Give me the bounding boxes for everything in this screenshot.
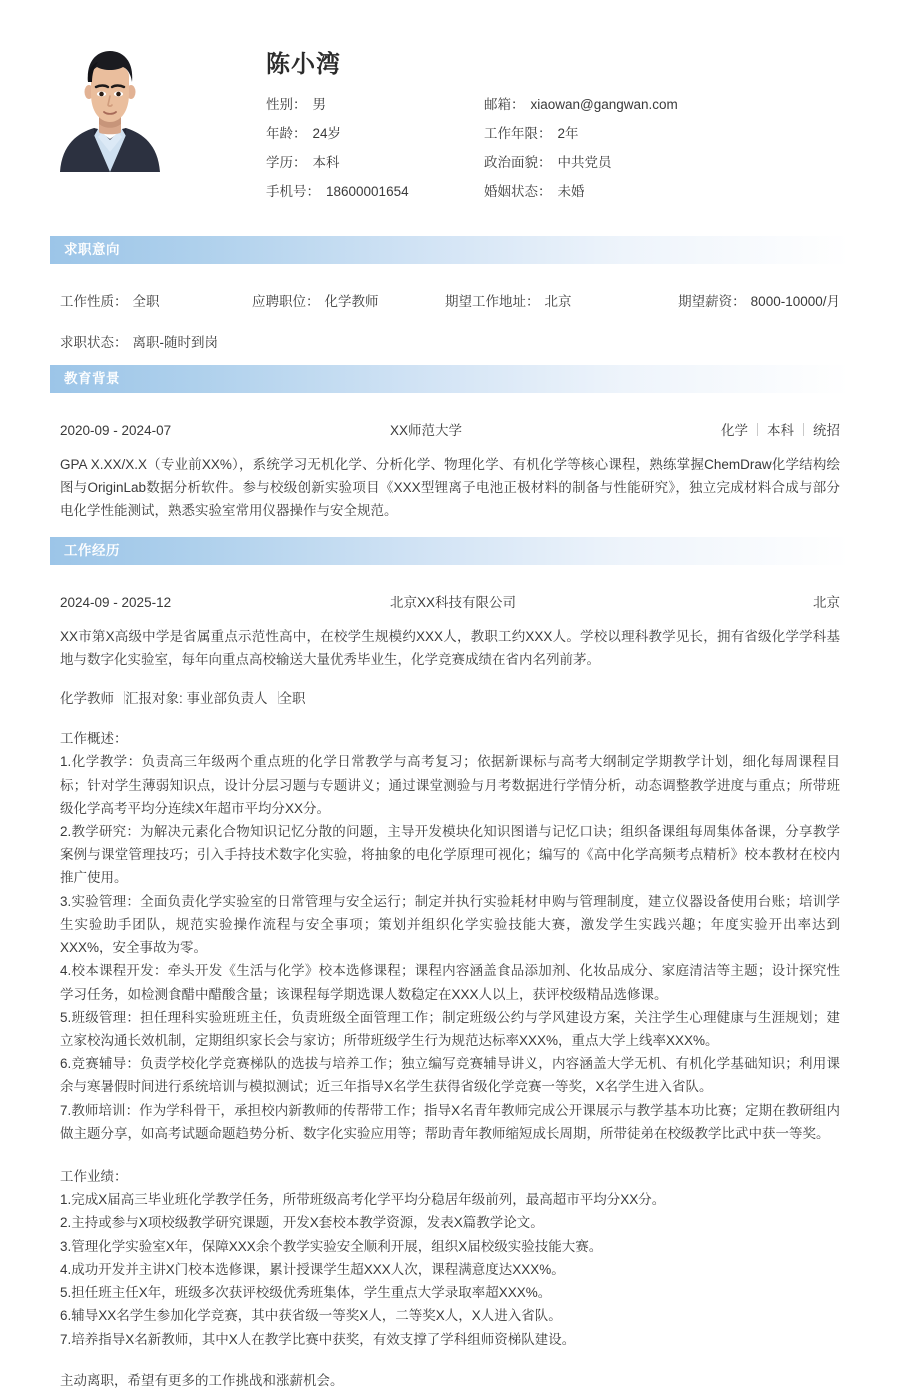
work-closing-note: 主动离职，希望有更多的工作挑战和涨薪机会。: [60, 1372, 344, 1388]
info-degree: [266, 151, 484, 171]
section-header-job-intention: 求职意向: [50, 236, 850, 264]
work-meta: [804, 591, 840, 611]
personal-info-grid: [198, 93, 850, 200]
education-entry-head: [60, 419, 840, 439]
list-item: 2.教学研究：为解决元素化合物知识记忆分散的问题，主导开发模块化知识图谱与记忆口诀；组织备课组每周集体备课，分享教学案例与课堂管理技巧；引入手持技术数字化实验，将抽象的电化学原理可视化；编写的《高中化学高频考点精析》校本教材在校内推广使用。: [60, 823, 840, 886]
work-location: 北京: [813, 594, 840, 610]
work-date: 2024-09 - 2025-12: [60, 594, 172, 610]
info-age-label: 年龄：: [266, 126, 307, 141]
list-item: 2.主持或参与X项校级教学研究课题，开发X套校本教学资源，发表X篇教学论文。: [60, 1215, 544, 1231]
list-item: 7.培养指导X名新教师，其中X人在教学比赛中获奖，有效支撑了学科组师资梯队建设。: [60, 1331, 576, 1347]
avatar: [50, 40, 170, 172]
info-political-value: 中共党员: [557, 155, 612, 170]
intent-salary-label: 期望薪资：: [678, 294, 746, 309]
intent-salary-value: 8000-10000/月: [750, 294, 840, 309]
info-gender-value: 男: [312, 97, 326, 112]
intent-job-type: [60, 290, 252, 310]
intent-position: [252, 290, 445, 310]
intent-status-value: 离职-随时到岗: [132, 335, 218, 350]
info-degree-label: 学历：: [266, 155, 307, 170]
intent-location-label: 期望工作地址：: [445, 294, 540, 309]
info-marital-label: 婚姻状态：: [484, 184, 552, 199]
identity-block: [170, 40, 850, 200]
intent-location-value: 北京: [544, 294, 572, 309]
info-experience: [484, 122, 850, 142]
work-role-title: 化学教师: [60, 691, 114, 707]
intent-salary: [678, 290, 840, 310]
list-item: 4.校本课程开发：牵头开发《生活与化学》校本选修课程；课程内容涵盖食品添加剂、化妆品成分、家庭清洁等主题；设计探究性学习任务，如检测食醋中醋酸含量；该课程每学期选课人数稳定在XXX人以上，获评校级精品选修课。: [60, 963, 840, 1002]
info-email-value: xiaowan@gangwan.com: [530, 97, 678, 112]
intent-status-label: 求职状态：: [60, 335, 128, 350]
info-degree-value: 本科: [312, 155, 340, 170]
info-experience-label: 工作年限：: [484, 126, 552, 141]
section-header-work: 工作经历: [50, 537, 850, 565]
info-experience-value: 2年: [557, 126, 579, 141]
education-meta: [712, 419, 840, 439]
work-summary-label: 工作概述：: [60, 731, 128, 747]
info-political-label: 政治面貌：: [484, 155, 552, 170]
list-item: 5.担任班主任X年，班级多次获评校级优秀班集体，学生重点大学录取率超XXX%。: [60, 1285, 552, 1301]
list-item: 6.竞赛辅导：负责学校化学竞赛梯队的选拔与培养工作；独立编写竞赛辅导讲义，内容涵盖大学无机、有机化学基础知识；利用课余与寒暑假时间进行系统培训与模拟测试；近三年指导X名学生获得省级化学竞赛一等奖，X名学生进入省队。: [60, 1056, 840, 1095]
education-date: 2020-09 - 2024-07: [60, 423, 172, 438]
intent-position-value: 化学教师: [324, 294, 379, 309]
list-item: 3.实验管理：全面负责化学实验室的日常管理与安全运行；制定并执行实验耗材申购与管理制度，建立仪器设备使用台账；培训学生实验助手团队，规范实验操作流程与安全事项；策划并组织化学实验技能大赛，激发学生实践兴趣；年度实验开出率达到XXX%，安全事故为零。: [60, 893, 840, 956]
list-item: 4.成功开发并主讲X门校本选修课，累计授课学生超XXX人次，课程满意度达XXX%。: [60, 1261, 565, 1277]
section-body-job-intention: [50, 290, 850, 351]
job-intention-row-2: [60, 331, 840, 351]
education-description: GPA X.XX/X.X（专业前XX%），系统学习无机化学、分析化学、物理化学、有机化学等核心课程，熟练掌握ChemDraw化学结构绘图与OriginLab数据分析软件。参与校级创新实验项目《XXX型锂离子电池正极材料的制备与性能研究》，独立完成材料合成与部分电化学性能测试，熟悉实验室常用仪器操作与安全规范。: [60, 457, 840, 519]
info-political: [484, 151, 850, 171]
education-major: 化学: [721, 423, 748, 438]
intent-job-type-label: 工作性质：: [60, 294, 128, 309]
work-report-to: 汇报对象: 事业部负责人: [125, 691, 268, 707]
section-body-education: [50, 419, 850, 523]
info-age: [266, 122, 484, 142]
intent-status: [60, 331, 256, 351]
info-gender: [266, 93, 484, 113]
info-gender-label: 性别：: [266, 97, 307, 112]
list-item: 5.班级管理：担任理科实验班班主任，负责班级全面管理工作；制定班级公约与学风建设方案，关注学生心理健康与生涯规划；建立家校沟通长效机制，定期组织家长会与家访；所带班级学生行为规范达标率XXX%，重点大学上线率XXX%。: [60, 1009, 840, 1048]
work-entry-head: [60, 591, 840, 611]
education-admission-type: 统招: [813, 423, 840, 438]
info-email-label: 邮箱：: [484, 97, 525, 112]
work-role-line: [60, 687, 840, 707]
work-summary-list: [60, 750, 840, 1145]
list-item: 7.教师培训：作为学科骨干，承担校内新教师的传帮带工作；指导X名青年教师完成公开课展示与教学基本功比赛；定期在教研组内做主题分享，如高考试题命题趋势分析、数字化实验应用等；帮助青年教师缩短成长周期，所带徒弟在校级教学比武中获一等奖。: [60, 1102, 840, 1141]
intent-position-label: 应聘职位：: [252, 294, 320, 309]
resume-header: [50, 0, 850, 222]
info-phone-label: 手机号：: [266, 184, 320, 199]
job-intention-row-1: [60, 290, 840, 310]
section-body-work: [50, 591, 850, 1392]
work-employment-type: 全职: [278, 691, 306, 707]
education-school: XX师范大学: [390, 423, 463, 438]
list-item: 3.管理化学实验室X年，保障XXX余个教学实验安全顺利开展，组织X届校级实验技能大赛。: [60, 1238, 603, 1254]
work-company: 北京XX科技有限公司: [390, 594, 517, 610]
info-marital-value: 未婚: [557, 184, 585, 199]
education-degree: 本科: [767, 423, 794, 438]
intent-job-type-value: 全职: [132, 294, 160, 309]
info-email: [484, 93, 850, 113]
intent-location: [445, 290, 678, 310]
section-header-education: 教育背景: [50, 365, 850, 393]
list-item: 6.辅导XX名学生参加化学竞赛，其中获省级一等奖X人，二等奖X人，X人进入省队。: [60, 1308, 562, 1324]
work-achievement-label: 工作业绩：: [60, 1169, 128, 1185]
page-title: 陈小湾: [266, 51, 341, 78]
info-phone-value: 18600001654: [326, 184, 409, 199]
portrait-photo-icon: [50, 40, 170, 172]
info-phone: [266, 180, 484, 200]
list-item: 1.完成X届高三毕业班化学教学任务，所带班级高考化学平均分稳居年级前列，最高超市平均分XX分。: [60, 1192, 666, 1208]
list-item: 1.化学教学：负责高三年级两个重点班的化学日常教学与高考复习；依据新课标与高考大纲制定学期教学计划，细化每周课程目标；针对学生薄弱知识点，设计分层习题与专题讲义；通过课堂测验与月考数据进行学情分析，动态调整教学进度与重点；所带班级化学高考平均分连续X年超市平均分XX分。: [60, 754, 840, 816]
info-marital: [484, 180, 850, 200]
work-company-description: XX市第X高级中学是省属重点示范性高中，在校学生规模约XXX人，教职工约XXX人。学校以理科教学见长，拥有省级化学学科基地与数字化实验室，每年向重点高校输送大量优秀毕业生，化学竞赛成绩在省内名列前茅。: [60, 628, 840, 667]
info-age-value: 24岁: [312, 126, 342, 141]
work-achievement-list: [60, 1188, 840, 1351]
